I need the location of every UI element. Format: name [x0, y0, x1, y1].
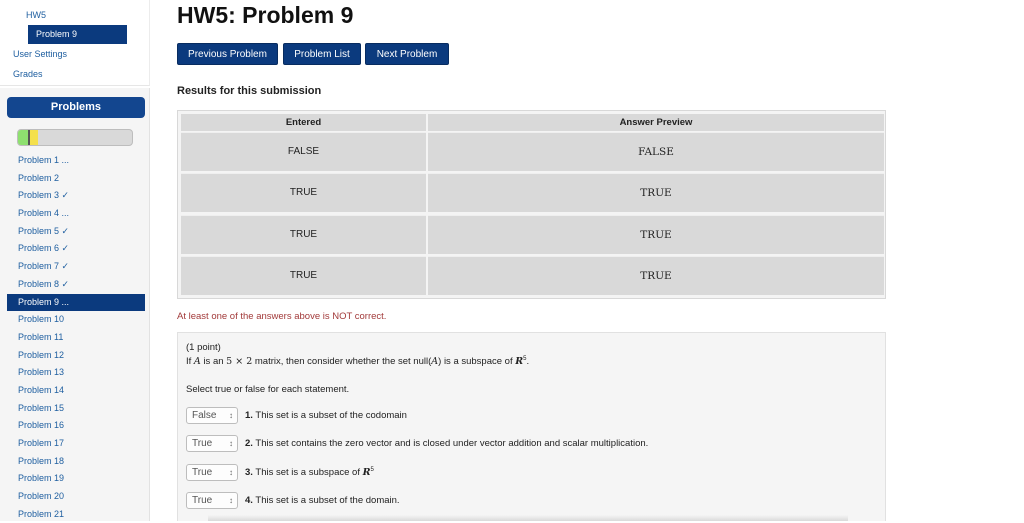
page-title: HW5: Problem 9	[177, 2, 354, 28]
nav-link-grades[interactable]: Grades	[13, 69, 43, 79]
entered-cell: TRUE	[181, 215, 426, 254]
results-table	[177, 110, 886, 299]
problem-list-item[interactable]: Problem 21	[18, 508, 65, 519]
answer-select[interactable]: False ↕	[186, 407, 238, 424]
column-header-entered: Entered	[181, 114, 426, 131]
problem-list	[0, 152, 150, 523]
problems-panel-title: Problems	[7, 97, 145, 118]
problem-list-item[interactable]: Problem 11	[18, 331, 64, 342]
results-heading: Results for this submission	[177, 85, 322, 97]
point-value: (1 point)	[186, 342, 221, 353]
problem-body	[177, 332, 886, 521]
progress-divider	[28, 130, 30, 145]
next-problem-button[interactable]: Next Problem	[365, 43, 449, 65]
problem-list-item[interactable]: Problem 16	[18, 420, 65, 431]
problem-list-item-active[interactable]: Problem 9 ...	[7, 294, 145, 312]
statement-row	[186, 492, 400, 509]
incorrect-warning: At least one of the answers above is NOT correct.	[177, 311, 387, 322]
select-arrows-icon: ↕	[229, 496, 233, 505]
problem-list-item[interactable]: Problem 10	[18, 314, 65, 325]
problem-list-item[interactable]: Problem 13	[18, 367, 65, 378]
nav-link-current-problem[interactable]: Problem 9	[28, 25, 127, 44]
select-arrows-icon: ↕	[229, 411, 233, 420]
problem-list-item[interactable]: Problem 18	[18, 455, 65, 466]
problem-list-button[interactable]: Problem List	[283, 43, 361, 65]
select-arrows-icon: ↕	[229, 468, 233, 477]
previous-problem-button[interactable]: Previous Problem	[177, 43, 278, 65]
problems-panel	[0, 88, 150, 521]
preview-cell: TRUE	[428, 256, 884, 295]
answer-select[interactable]: True ↕	[186, 464, 238, 481]
statement-text: 4. This set is a subset of the domain.	[245, 495, 400, 506]
nav-link-user-settings[interactable]: User Settings	[13, 49, 68, 59]
problem-list-item[interactable]: Problem 14	[18, 384, 65, 395]
entered-cell: FALSE	[181, 132, 426, 171]
problem-list-item[interactable]: Problem 3 ✓	[18, 190, 70, 201]
problem-list-item[interactable]: Problem 15	[18, 402, 65, 413]
statement-text: 1. This set is a subset of the codomain	[245, 410, 407, 421]
problem-list-item[interactable]: Problem 7 ✓	[18, 261, 70, 272]
problem-list-item[interactable]: Problem 19	[18, 473, 65, 484]
preview-cell: FALSE	[428, 132, 884, 171]
nav-link-hw5[interactable]: HW5	[26, 10, 46, 20]
problem-list-item[interactable]: Problem 4 ...	[18, 208, 70, 219]
problem-list-item[interactable]: Problem 5 ✓	[18, 225, 70, 236]
answer-select[interactable]: True ↕	[186, 435, 238, 452]
select-arrows-icon: ↕	[229, 439, 233, 448]
answer-select[interactable]: True ↕	[186, 492, 238, 509]
problem-list-item[interactable]: Problem 2	[18, 172, 60, 183]
statement-row	[186, 407, 407, 424]
problem-list-item[interactable]: Problem 6 ✓	[18, 243, 70, 254]
statement-text: 2. This set contains the zero vector and is closed under vector addition and scalar multiplication.	[245, 438, 649, 449]
entered-cell: TRUE	[181, 256, 426, 295]
column-header-answer-preview: Answer Preview	[428, 114, 884, 131]
problem-statement: If A is an 5 × 2 matrix, then consider whether the set null(A) is a subspace of $R^5$.	[186, 356, 530, 368]
progress-bar	[17, 129, 133, 146]
problem-list-item[interactable]: Problem 1 ...	[18, 155, 70, 165]
preview-cell: TRUE	[428, 215, 884, 254]
sidebar	[0, 0, 152, 521]
course-nav	[0, 0, 150, 86]
problem-list-item[interactable]: Problem 17	[18, 438, 65, 448]
problem-list-item[interactable]: Problem 12	[18, 349, 65, 360]
statement-text: 3. This set is a subspace of $R^5$	[245, 466, 374, 479]
problem-list-item[interactable]: Problem 20	[18, 491, 65, 502]
progress-partial	[29, 130, 38, 145]
statement-row	[186, 464, 374, 481]
problem-list-item[interactable]: Problem 8 ✓	[18, 278, 70, 289]
statement-row	[186, 435, 648, 452]
preview-cell: TRUE	[428, 173, 884, 212]
entered-cell: TRUE	[181, 173, 426, 212]
scroll-fade	[208, 515, 848, 521]
instructions: Select true or false for each statement.	[186, 384, 350, 395]
